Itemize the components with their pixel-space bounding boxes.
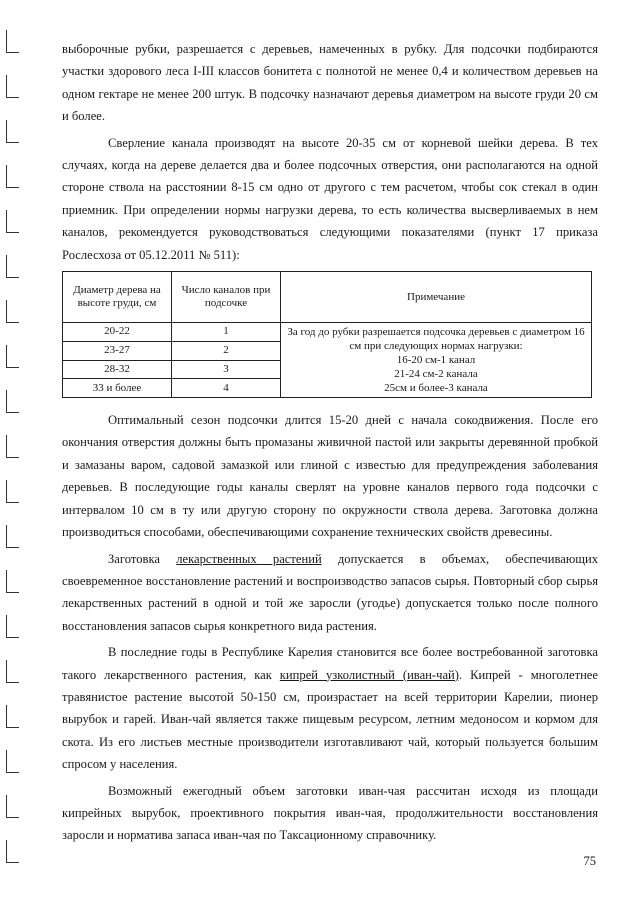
channels-table [62, 271, 592, 398]
paragraph-5 [62, 641, 598, 775]
note-line: За год до рубки разрешается подсочка деревьев с диаметром 16 см при следующих нормах нагрузки: [287, 326, 585, 353]
paragraph-1: выборочные рубки, разрешается с деревьев, намеченных в рубку. Для подсочки подбираются участки здорового леса I-III классов бонитета с полнотой не менее 0,4 и количеством деревьев на одном гектаре не менее 200 штук. В подсочку назначают деревья диаметром на высоте груди 20 см и более. [62, 42, 598, 124]
page-number: 75 [583, 854, 596, 868]
binding-mark [6, 255, 19, 278]
table-row [63, 323, 592, 342]
binding-mark [6, 750, 19, 773]
binding-mark [6, 480, 19, 503]
binding-mark [6, 120, 19, 143]
paragraph-2: Сверление канала производят на высоте 20-35 см от корневой шейки дерева. В тех случаях, когда на дереве делается два и более подсочных отверстия, они располагаются на одной стороне ствола на расстоянии 8-15 см одно от другого с тем расчетом, чтобы сок стекал в один приемник. При определении нормы нагрузки дерева, то есть количества высверливаемых в нем каналов, рекомендуется руководствоваться следующими показателями (пункт 17 приказа Рослесхоза от 05.12.2011 № 511): [62, 135, 598, 262]
cell-channels: 4 [172, 379, 281, 398]
column-header-diameter: Диаметр дерева на высоте груди, см [63, 272, 172, 323]
cell-diameter: 33 и более [63, 379, 172, 398]
binding-mark [6, 390, 19, 413]
fireweed-link[interactable]: кипрей узколистный (иван-чай) [279, 667, 459, 682]
binding-mark [6, 525, 19, 548]
binding-mark [6, 795, 19, 818]
column-header-channels: Число каналов при подсочке [172, 272, 281, 323]
paragraph-5-end: . Кипрей - многолетнее травянистое растение высотой 50-150 см, произрастает на всей территории Карелии, пионер вырубок и гарей. Иван-чай является также пищевым ресурсом, летним медоносом и кормом для скота. Из его листьев местные производители изготавливают чай, который пользуется большим спросом у населения. [62, 667, 598, 772]
table-header-row [63, 272, 592, 323]
cell-channels: 1 [172, 323, 281, 342]
paragraph-3: Оптимальный сезон подсочки длится 15-20 дней с начала сокодвижения. После его окончания отверстия должны быть промазаны живичной пастой или закрыты деревянной пробкой и замазаны варом, садовой замазкой или глиной с известью для предупреждения заболевания деревьев. В последующие годы каналы сверлят на уровне каналов первого года подсочки с интервалом 10 см в ту или другую сторону по окружности ствола дерева. Заготовка должна производиться способами, обеспечивающими сохранение технических свойств древесины. [62, 413, 598, 540]
cell-diameter: 28-32 [63, 360, 172, 379]
binding-mark [6, 705, 19, 728]
note-line: 16-20 см-1 канал [396, 354, 476, 367]
binding-mark [6, 345, 19, 368]
binding-mark [6, 840, 19, 863]
note-line: 21-24 см-2 канала [394, 368, 478, 381]
binding-mark [6, 615, 19, 638]
paragraph-4-end: допускается в объемах, обеспечивающих своевременное восстановление растений и воспроизводство запасов сырья. Повторный сбор сырья лекарственных растений в одной и той же заросли (угодье) допускается только после полного восстановления запасов сырья конкретного вида растения. [62, 551, 598, 633]
document-body [62, 38, 598, 847]
column-header-note: Примечание [281, 272, 592, 323]
binding-mark [6, 30, 19, 53]
cell-note [281, 323, 592, 398]
binding-mark [6, 300, 19, 323]
cell-channels: 2 [172, 341, 281, 360]
binding-mark [6, 435, 19, 458]
paragraph-4-start: Заготовка [108, 551, 177, 566]
cell-diameter: 20-22 [63, 323, 172, 342]
binding-mark [6, 210, 19, 233]
paragraph-5-start: В последние годы в Республике Карелия становится все более востребованной заготовка такого лекарственного растения, как [62, 645, 598, 682]
binding-mark [6, 660, 19, 683]
cell-channels: 3 [172, 360, 281, 379]
note-line: 25см и более-3 канала [384, 382, 488, 395]
binding-mark [6, 75, 19, 98]
cell-diameter: 23-27 [63, 341, 172, 360]
binding-marks [6, 30, 18, 890]
paragraph-4 [62, 548, 598, 638]
paragraph-6: Возможный ежегодный объем заготовки иван-чая рассчитан исходя из площади кипрейных вырубок, проективного покрытия иван-чая, продолжительности восстановления заросли и норматива запаса иван-чая по Таксационному справочнику. [62, 783, 598, 843]
binding-mark [6, 165, 19, 188]
binding-mark [6, 570, 19, 593]
medicinal-plants-link[interactable]: лекарственных растений [176, 551, 322, 566]
